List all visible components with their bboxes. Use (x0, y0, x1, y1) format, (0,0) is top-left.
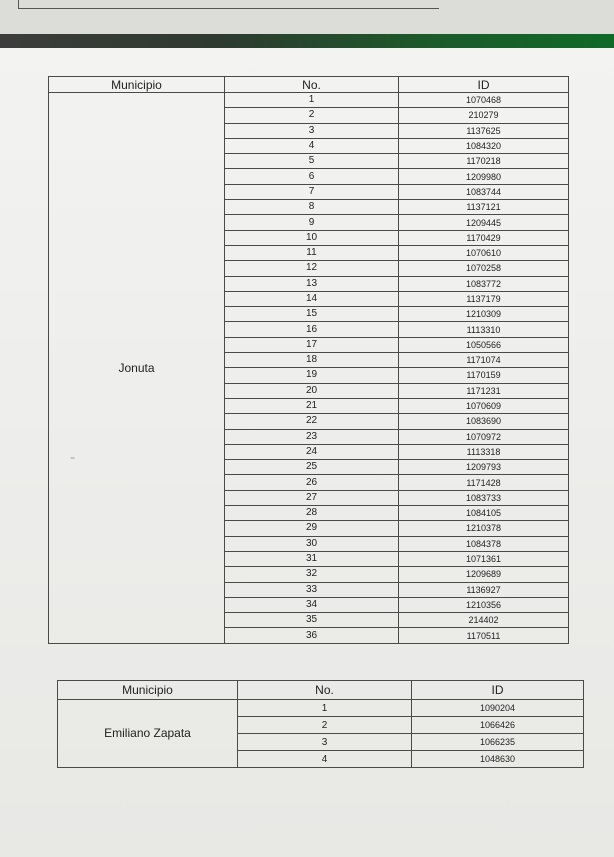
id-cell: 1090204 (412, 700, 584, 717)
id-cell: 1209793 (399, 460, 569, 475)
table-jonuta (48, 76, 569, 644)
id-cell: 1071361 (399, 551, 569, 566)
row-number-cell: 3 (225, 123, 399, 138)
row-number-cell: 17 (225, 337, 399, 352)
id-cell: 1070468 (399, 93, 569, 108)
row-number-cell: 16 (225, 322, 399, 337)
id-cell: 1048630 (412, 751, 584, 768)
id-cell: 1070610 (399, 245, 569, 260)
table-header-row (58, 681, 584, 700)
id-cell: 1170511 (399, 628, 569, 643)
row-number-cell: 9 (225, 215, 399, 230)
id-cell: 1083690 (399, 414, 569, 429)
row-number-cell: 1 (238, 700, 412, 717)
id-cell: 1171074 (399, 353, 569, 368)
row-number-cell: 10 (225, 230, 399, 245)
row-number-cell: 24 (225, 444, 399, 459)
row-number-cell: 20 (225, 383, 399, 398)
id-cell: 1084378 (399, 536, 569, 551)
row-number-cell: 4 (225, 138, 399, 153)
id-cell: 1209689 (399, 567, 569, 582)
row-number-cell: 12 (225, 261, 399, 276)
table-body (58, 700, 584, 768)
id-cell: 1070258 (399, 261, 569, 276)
row-number-cell: 23 (225, 429, 399, 444)
row-number-cell: 14 (225, 291, 399, 306)
id-cell: 1170429 (399, 230, 569, 245)
id-cell: 1113318 (399, 444, 569, 459)
municipio-cell: Emiliano Zapata (58, 700, 238, 768)
id-cell: 1136927 (399, 582, 569, 597)
row-number-cell: 1 (225, 93, 399, 108)
id-cell: 1070609 (399, 398, 569, 413)
id-cell: 1210356 (399, 597, 569, 612)
row-number-cell: 8 (225, 200, 399, 215)
row-number-cell: 33 (225, 582, 399, 597)
table-row (49, 93, 569, 108)
id-cell: 1113310 (399, 322, 569, 337)
row-number-cell: 32 (225, 567, 399, 582)
id-cell: 1083744 (399, 184, 569, 199)
id-cell: 1050566 (399, 337, 569, 352)
id-cell: 1083733 (399, 490, 569, 505)
header-municipio: Municipio (49, 77, 225, 93)
id-cell: 210279 (399, 108, 569, 123)
row-number-cell: 13 (225, 276, 399, 291)
id-cell: 1084105 (399, 506, 569, 521)
table-emiliano-zapata (57, 680, 584, 768)
row-number-cell: 21 (225, 398, 399, 413)
id-cell: 1070972 (399, 429, 569, 444)
row-number-cell: 2 (238, 717, 412, 734)
row-number-cell: 31 (225, 551, 399, 566)
table-row (58, 700, 584, 717)
row-number-cell: 7 (225, 184, 399, 199)
id-cell: 1083772 (399, 276, 569, 291)
binder-band (0, 34, 614, 48)
id-cell: 1171428 (399, 475, 569, 490)
header-id: ID (399, 77, 569, 93)
id-cell: 1210378 (399, 521, 569, 536)
row-number-cell: 36 (225, 628, 399, 643)
id-cell: 1066426 (412, 717, 584, 734)
row-number-cell: 35 (225, 613, 399, 628)
id-cell: 1171231 (399, 383, 569, 398)
header-municipio: Municipio (58, 681, 238, 700)
row-number-cell: 19 (225, 368, 399, 383)
id-cell: 1209445 (399, 215, 569, 230)
pen-mark: ⁼ (70, 455, 76, 466)
row-number-cell: 4 (238, 751, 412, 768)
id-cell: 1170218 (399, 154, 569, 169)
table-header-row (49, 77, 569, 93)
table-body (49, 93, 569, 644)
row-number-cell: 11 (225, 245, 399, 260)
row-number-cell: 15 (225, 307, 399, 322)
row-number-cell: 29 (225, 521, 399, 536)
row-number-cell: 25 (225, 460, 399, 475)
row-number-cell: 28 (225, 506, 399, 521)
top-paper-line (18, 0, 439, 9)
id-cell: 1066235 (412, 734, 584, 751)
row-number-cell: 22 (225, 414, 399, 429)
row-number-cell: 18 (225, 353, 399, 368)
id-cell: 1137179 (399, 291, 569, 306)
header-no: No. (225, 77, 399, 93)
row-number-cell: 27 (225, 490, 399, 505)
row-number-cell: 6 (225, 169, 399, 184)
id-cell: 1137625 (399, 123, 569, 138)
row-number-cell: 5 (225, 154, 399, 169)
header-id: ID (412, 681, 584, 700)
id-cell: 1170159 (399, 368, 569, 383)
municipio-cell: Jonuta (49, 93, 225, 644)
id-cell: 1084320 (399, 138, 569, 153)
row-number-cell: 26 (225, 475, 399, 490)
id-cell: 1209980 (399, 169, 569, 184)
id-cell: 1137121 (399, 200, 569, 215)
id-cell: 1210309 (399, 307, 569, 322)
row-number-cell: 3 (238, 734, 412, 751)
row-number-cell: 2 (225, 108, 399, 123)
row-number-cell: 34 (225, 597, 399, 612)
row-number-cell: 30 (225, 536, 399, 551)
id-cell: 214402 (399, 613, 569, 628)
header-no: No. (238, 681, 412, 700)
